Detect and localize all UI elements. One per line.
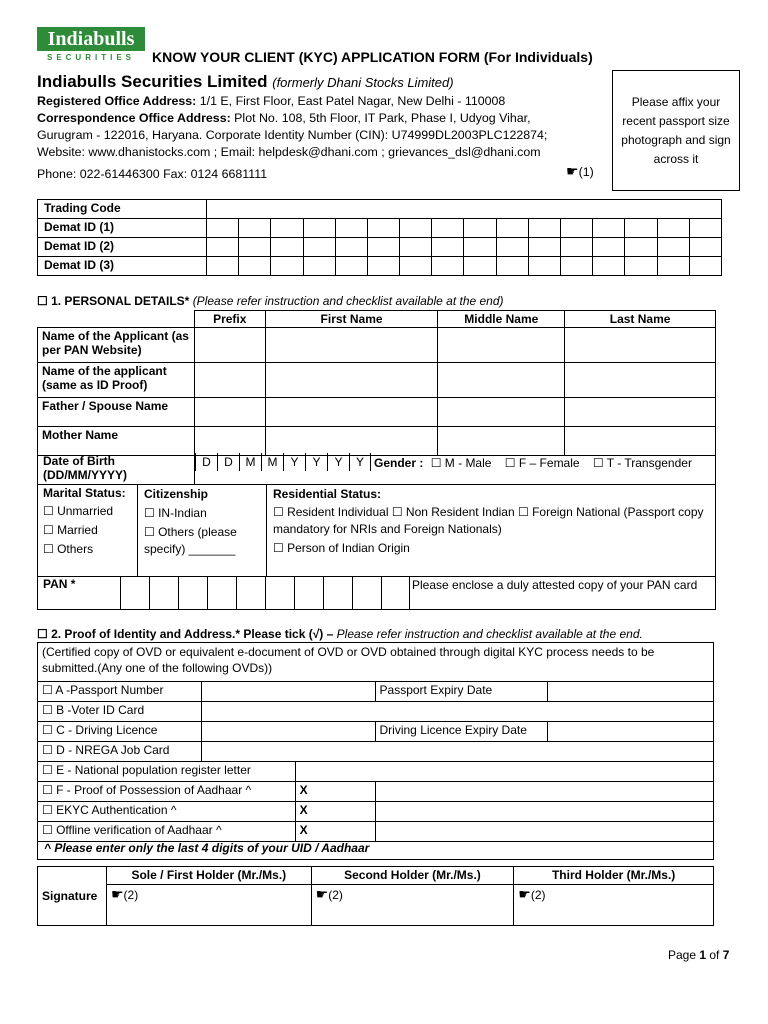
father-last[interactable] [565,398,716,427]
demat-digit-box[interactable] [367,219,399,238]
personal-details-table [37,310,716,456]
marital-label: Marital Status: [43,486,126,500]
citizenship-others[interactable]: ☐ Others (please specify) _______ [144,525,237,556]
demat-row [38,238,722,257]
corr-label: Correspondence Office Address: [37,111,231,125]
personal-title-text: ☐ 1. PERSONAL DETAILS* [37,294,190,308]
page-number [668,948,729,962]
dob-char-box[interactable]: Y [349,453,371,471]
demat-digit-box[interactable] [303,257,335,276]
dob-row [37,453,716,485]
npr-field[interactable] [295,762,713,782]
correspondence-address [37,110,531,127]
demat-row [38,200,722,219]
pan-row [37,577,716,610]
father-prefix[interactable] [194,398,265,427]
marital-married[interactable]: ☐ Married [43,523,98,537]
trading-code-field[interactable] [206,200,721,219]
personal-title-note: (Please refer instruction and checklist available at the end) [192,294,504,308]
demat-digit-box[interactable] [657,257,689,276]
proof-aadhaar-possession[interactable]: ☐ F - Proof of Possession of Aadhaar ^ [38,782,296,802]
blank-header [38,311,195,328]
demat-row [38,219,722,238]
form-title: KNOW YOUR CLIENT (KYC) APPLICATION FORM (For Individuals) [152,49,593,65]
dob-char-box[interactable]: D [195,453,217,471]
demat-row-label: Demat ID (3) [38,257,207,276]
ekyc-x[interactable]: X [295,802,375,822]
demat-digit-box[interactable] [303,219,335,238]
driving-licence-field[interactable] [201,722,375,742]
demat-digit-box[interactable] [625,219,657,238]
sig-marker: (2) [123,888,139,902]
aadhaar-footnote: ^ Please enter only the last 4 digits of your UID / Aadhaar [44,841,370,855]
demat-digit-box[interactable] [239,238,271,257]
sig-marker: (2) [328,888,343,902]
sig-col-second: Second Holder (Mr./Ms.) [311,867,514,885]
demat-digit-box[interactable] [367,238,399,257]
dl-expiry-field[interactable] [548,722,714,742]
demat-digit-box[interactable] [367,257,399,276]
demat-digit-box[interactable] [496,257,528,276]
demat-digit-box[interactable] [271,238,303,257]
phone-fax: Phone: 022-61446300 Fax: 0124 6681111 [37,167,268,181]
demat-digit-box[interactable] [561,238,593,257]
father-middle[interactable] [438,398,565,427]
demat-digit-box[interactable] [528,238,560,257]
name-applicant-prefix[interactable] [194,328,265,363]
pan-note: Please enclose a duly attested copy of your PAN card [412,578,698,592]
residential-status-cell [267,485,716,576]
demat-digit-box[interactable] [400,238,432,257]
gender-transgender-option[interactable]: ☐ T - Transgender [592,456,692,470]
page-prefix: Page [668,948,700,962]
mother-label: Mother Name [38,427,195,456]
proof-passport[interactable]: ☐ A -Passport Number [38,682,202,702]
demat-digit-box[interactable] [271,219,303,238]
company-name [37,72,454,92]
demat-digit-box[interactable] [625,257,657,276]
company-name-text: Indiabulls Securities Limited [37,72,268,91]
ekyc-digits[interactable] [375,802,713,822]
website-email: Website: www.dhanistocks.com ; Email: helpdesk@dhani.com ; grievances_dsl@dhani.com [37,145,541,159]
page-total: 7 [722,948,730,962]
pointing-hand-icon: ☛ [518,886,531,902]
pan-label: PAN * [43,577,76,591]
demat-digit-box[interactable] [657,219,689,238]
corr-value: Plot No. 108, 5th Floor, IT Park, Phase I, Udyog Vihar, [234,111,531,125]
col-middle-name: Middle Name [438,311,565,328]
dob-label: Date of Birth (DD/MM/YYYY) [38,453,195,484]
mother-middle[interactable] [438,427,565,456]
voter-id-field[interactable] [201,702,713,722]
sig-third-holder[interactable] [514,885,714,926]
status-row [37,485,716,577]
father-first[interactable] [265,398,438,427]
sign-marker-1 [566,163,594,181]
demat-row-label: Demat ID (1) [38,219,207,238]
demat-digit-box[interactable] [432,238,464,257]
reg-label: Registered Office Address: [37,94,197,108]
sig-col-third: Third Holder (Mr./Ms.) [514,867,714,885]
name-applicant-first[interactable] [265,328,438,363]
dl-expiry-label: Driving Licence Expiry Date [375,722,548,742]
offline-aadhaar-x[interactable]: X [295,822,375,842]
mother-first[interactable] [265,427,438,456]
demat-digit-box[interactable] [593,219,625,238]
proof-nrega[interactable]: ☐ D - NREGA Job Card [38,742,202,762]
residential-options-2[interactable]: ☐ Person of Indian Origin [273,541,410,555]
proof-intro: (Certified copy of OVD or equivalent e-document of OVD or OVD obtained through digital KYC process needs to be submitted.(Any one of the following OVDs)) [42,645,655,675]
proof-voter-id[interactable]: ☐ B -Voter ID Card [38,702,202,722]
demat-digit-box[interactable] [400,257,432,276]
dob-char-box[interactable]: Y [283,453,305,471]
demat-row-label: Demat ID (2) [38,238,207,257]
sign-marker-text: (1) [578,165,594,179]
residential-options-1[interactable]: ☐ Resident Individual ☐ Non Resident Indian ☐ Foreign National (Passport copy mandatory for NRIs and Foreign Nationals) [273,505,704,536]
registered-address [37,93,505,110]
page-current: 1 [699,948,707,962]
citizenship-indian[interactable]: ☐ IN-Indian [144,506,207,520]
name-applicant-last[interactable] [565,328,716,363]
demat-digit-box[interactable] [432,257,464,276]
offline-aadhaar-digits[interactable] [375,822,713,842]
demat-digit-box[interactable] [400,219,432,238]
citizenship-label: Citizenship [144,487,209,501]
proof-table [37,681,714,842]
dob-char-box[interactable]: D [217,453,239,471]
demat-digit-box[interactable] [335,257,367,276]
demat-digit-box[interactable] [528,257,560,276]
company-former-name: (formerly Dhani Stocks Limited) [272,75,454,90]
name-applicant-middle[interactable] [438,328,565,363]
reg-value: 1/1 E, First Floor, East Patel Nagar, New Delhi - 110008 [199,94,506,108]
demat-digit-box[interactable] [464,257,496,276]
passport-number-field[interactable] [201,682,375,702]
dob-char-box[interactable]: M [261,453,283,471]
proof-npr-letter[interactable]: ☐ E - National population register letter [38,762,296,782]
demat-digit-box[interactable] [625,238,657,257]
pan-char-boxes[interactable] [120,577,410,609]
signature-label: Signature [38,867,107,926]
page-of: of [706,948,723,962]
demat-digit-box[interactable] [206,219,238,238]
proof-driving-licence[interactable]: ☐ C - Driving Licence [38,722,202,742]
gender-label: Gender : [374,456,424,470]
demat-digit-box[interactable] [496,238,528,257]
passport-expiry-label: Passport Expiry Date [375,682,548,702]
demat-digit-box[interactable] [206,257,238,276]
name-id-first[interactable] [265,363,438,398]
address-line-3: Gurugram - 122016, Haryana. Corporate Identity Number (CIN): U74999DL2003PLC122874; [37,128,548,142]
demat-digit-box[interactable] [561,257,593,276]
demat-digit-box[interactable] [593,238,625,257]
proof-box [37,642,714,860]
demat-digit-box[interactable] [432,219,464,238]
name-id-middle[interactable] [438,363,565,398]
col-first-name: First Name [265,311,438,328]
demat-digit-box[interactable] [689,238,721,257]
demat-digit-box[interactable] [561,219,593,238]
name-applicant-label: Name of the Applicant (as per PAN Website) [38,328,195,363]
col-last-name: Last Name [565,311,716,328]
name-id-label: Name of the applicant (same as ID Proof) [38,363,195,398]
logo-subtitle: SECURITIES [46,53,135,62]
signature-table [37,866,714,926]
residential-label: Residential Status: [273,487,382,501]
personal-details-title [37,294,504,308]
sig-marker: (2) [530,888,546,902]
gender-group [374,456,692,470]
demat-digit-box[interactable] [335,238,367,257]
pointing-hand-icon: ☛ [315,886,329,902]
gender-female-option[interactable]: ☐ F – Female [504,456,580,470]
demat-row [38,257,722,276]
marital-others[interactable]: ☐ Others [43,542,94,556]
dob-char-box[interactable]: Y [305,453,327,471]
nrega-field[interactable] [201,742,713,762]
proof-title [37,627,643,641]
sig-first-holder[interactable] [106,885,311,926]
demat-digit-box[interactable] [206,238,238,257]
demat-digit-box[interactable] [593,257,625,276]
demat-digit-box[interactable] [657,238,689,257]
mother-last[interactable] [565,427,716,456]
pointing-hand-icon: ☛ [110,886,124,902]
proof-offline-aadhaar[interactable]: ☐ Offline verification of Aadhaar ^ [38,822,296,842]
gender-male-option[interactable]: ☐ M - Male [430,456,492,470]
sig-second-holder[interactable] [311,885,514,926]
demat-digit-box[interactable] [303,238,335,257]
demat-id-table [37,199,722,276]
citizenship-cell [138,485,267,576]
sig-col-first: Sole / First Holder (Mr./Ms.) [106,867,311,885]
photo-box[interactable]: Please affix your recent passport size photograph and sign across it [612,70,740,191]
demat-digit-box[interactable] [496,219,528,238]
mother-prefix[interactable] [194,427,265,456]
demat-digit-box[interactable] [464,238,496,257]
dob-char-box[interactable]: M [239,453,261,471]
dob-char-boxes[interactable] [195,453,371,469]
proof-ekyc[interactable]: ☐ EKYC Authentication ^ [38,802,296,822]
demat-digit-box[interactable] [689,219,721,238]
demat-digit-box[interactable] [464,219,496,238]
indiabulls-logo: Indiabulls [37,27,145,51]
col-prefix: Prefix [194,311,265,328]
passport-expiry-field[interactable] [548,682,714,702]
aadhaar-possession-digits[interactable] [375,782,713,802]
proof-title-text: ☐ 2. Proof of Identity and Address.* Please tick (√) – [37,627,334,641]
demat-digit-box[interactable] [271,257,303,276]
dob-char-box[interactable]: Y [327,453,349,471]
demat-digit-box[interactable] [239,219,271,238]
marital-status-cell [38,485,138,576]
demat-digit-box[interactable] [239,257,271,276]
name-id-last[interactable] [565,363,716,398]
demat-digit-box[interactable] [528,219,560,238]
aadhaar-possession-x[interactable]: X [295,782,375,802]
demat-digit-box[interactable] [335,219,367,238]
marital-unmarried[interactable]: ☐ Unmarried [43,504,114,518]
pointing-hand-icon: ☛ [566,163,579,179]
father-label: Father / Spouse Name [38,398,195,427]
proof-title-note: Please refer instruction and checklist available at the end. [336,627,643,641]
demat-row-label: Trading Code [38,200,207,219]
name-id-prefix[interactable] [194,363,265,398]
demat-digit-box[interactable] [689,257,721,276]
